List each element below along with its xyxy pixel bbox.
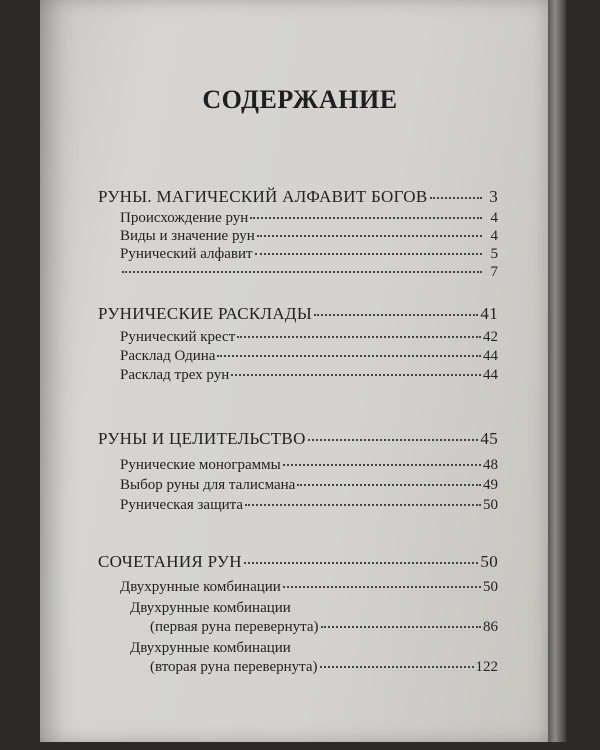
toc-section — [98, 430, 498, 448]
toc-page-number: 86 — [483, 619, 498, 635]
toc-entry — [120, 366, 498, 384]
toc-page-number: 48 — [483, 457, 498, 473]
toc-entry-title: Расклад трех рун — [120, 367, 230, 383]
toc-page-number: 3 — [489, 187, 498, 206]
toc-entry-title: (первая руна перевернута) — [150, 619, 319, 635]
toc-entry — [120, 209, 498, 227]
toc-entry — [120, 496, 498, 514]
toc-page-number: 122 — [475, 659, 498, 675]
toc-section-title: РУНЫ И ЦЕЛИТЕЛЬСТВО — [98, 429, 306, 448]
toc-entry-title: Выбор руны для талисмана — [120, 477, 296, 493]
toc-entry — [120, 578, 498, 596]
toc-entry-title: (вторая руна перевернута) — [150, 659, 318, 675]
toc-leader — [231, 374, 481, 376]
toc-entry-title: Двухрунные комбинации — [120, 579, 281, 595]
toc-leader — [297, 484, 481, 486]
toc-leader — [321, 626, 481, 628]
toc-page-number: 42 — [483, 329, 498, 345]
toc-page-number: 50 — [483, 497, 498, 513]
toc-entry — [120, 263, 498, 281]
toc-page-number: 5 — [490, 246, 498, 262]
toc-entry — [130, 599, 498, 617]
toc-leader — [314, 314, 478, 316]
toc-page-number: 50 — [480, 552, 498, 571]
toc-section — [98, 305, 498, 323]
toc-section-title: РУНЫ. МАГИЧЕСКИЙ АЛФАВИТ БОГОВ — [98, 187, 428, 206]
toc-page-number: 44 — [483, 367, 498, 383]
toc-entry-title: Виды и значение рун — [120, 228, 255, 244]
toc-leader — [250, 217, 482, 219]
toc-leader — [308, 439, 479, 441]
toc-entry — [120, 227, 498, 245]
toc-entry-title: Двухрунные комбинации — [130, 600, 291, 616]
toc-entry-title: Рунический крест — [120, 329, 236, 345]
toc-entry-title: Руническая защита — [120, 497, 244, 513]
toc-section — [98, 188, 498, 206]
toc-section-title: РУНИЧЕСКИЕ РАСКЛАДЫ — [98, 304, 312, 323]
toc-page-number: 4 — [490, 210, 498, 226]
toc-leader — [283, 464, 481, 466]
toc-entry-title: Происхождение рун — [120, 210, 249, 226]
toc-entry — [120, 456, 498, 474]
toc-page-number: 49 — [483, 477, 498, 493]
toc-page-number: 45 — [480, 429, 498, 448]
toc-leader — [122, 271, 482, 273]
toc-entry — [130, 639, 498, 657]
toc-leader — [237, 336, 481, 338]
toc-leader — [217, 355, 481, 357]
toc-section-title: СОЧЕТАНИЯ РУН — [98, 552, 242, 571]
toc-leader — [320, 666, 474, 668]
toc-entry-title: Расклад Одина — [120, 348, 216, 364]
toc-entry — [120, 476, 498, 494]
toc-section — [98, 553, 498, 571]
toc-entry — [150, 658, 498, 676]
toc-entry — [120, 328, 498, 346]
toc-entry — [150, 618, 498, 636]
toc-page-number: 44 — [483, 348, 498, 364]
toc-leader — [257, 235, 482, 237]
toc-page-number: 7 — [490, 264, 498, 280]
page-title: СОДЕРЖАНИЕ — [202, 85, 398, 114]
toc-page-number: 41 — [480, 304, 498, 323]
toc-leader — [283, 586, 481, 588]
toc-leader — [430, 197, 483, 199]
toc-page-number: 50 — [483, 579, 498, 595]
toc-entry — [120, 245, 498, 263]
toc-entry — [120, 347, 498, 365]
toc-leader — [255, 253, 482, 255]
toc-leader — [244, 562, 479, 564]
toc-page-number: 4 — [490, 228, 498, 244]
toc-entry-title: Рунический алфавит — [120, 246, 253, 262]
toc-leader — [245, 504, 481, 506]
toc-entry-title: Рунические монограммы — [120, 457, 281, 473]
toc-entry-title: Двухрунные комбинации — [130, 640, 291, 656]
